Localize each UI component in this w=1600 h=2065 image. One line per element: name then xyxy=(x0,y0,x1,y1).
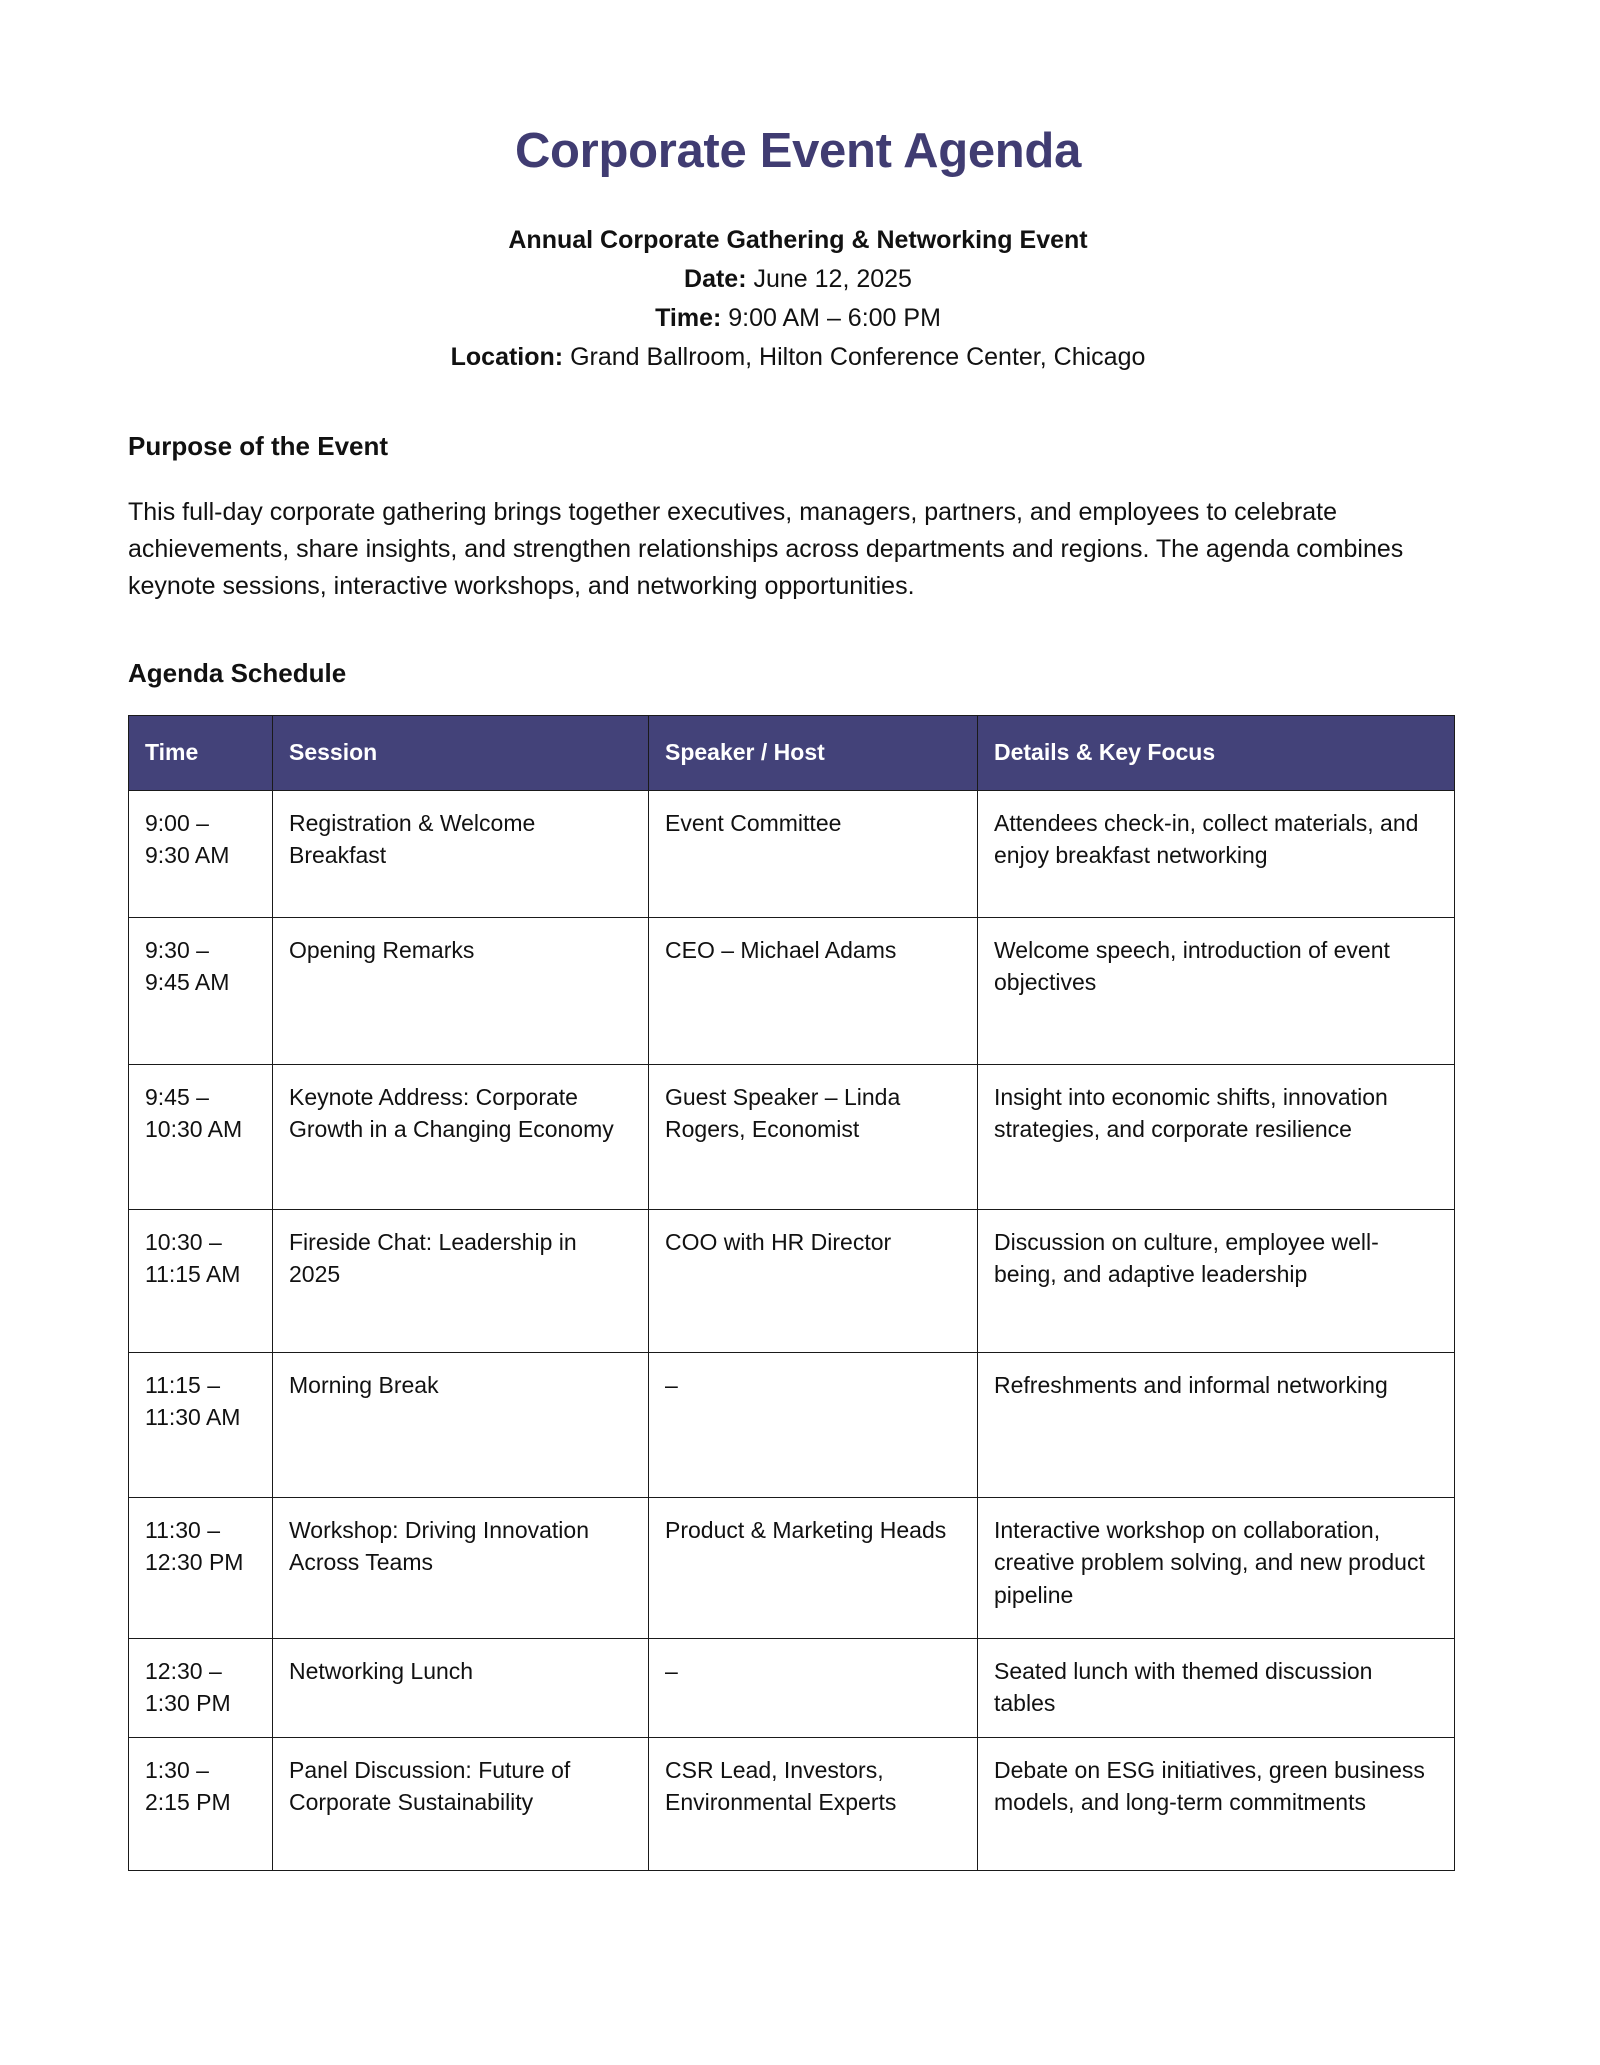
table-row xyxy=(129,1064,1455,1209)
event-location-line xyxy=(128,338,1468,377)
time-start: 9:45 – xyxy=(145,1083,209,1110)
purpose-paragraph: This full-day corporate gathering brings together executives, managers, partners, and employees to celebrate achievements, share insights, and strengthen relationships across departments and regions. The agenda combines keynote sessions, interactive workshops, and networking opportunities. xyxy=(128,498,1404,600)
cell-time xyxy=(129,1737,273,1870)
table-row xyxy=(129,1352,1455,1497)
cell-session: Morning Break xyxy=(273,1352,649,1497)
cell-speaker: CSR Lead, Investors, Environmental Experts xyxy=(649,1737,978,1870)
cell-time xyxy=(129,917,273,1064)
column-header-time: Time xyxy=(129,715,273,790)
event-date-value: June 12, 2025 xyxy=(753,265,912,294)
cell-time xyxy=(129,1064,273,1209)
cell-session: Registration & Welcome Breakfast xyxy=(273,790,649,917)
time-end: 10:30 AM xyxy=(145,1116,243,1143)
cell-speaker: – xyxy=(649,1638,978,1737)
event-location-value: Grand Ballroom, Hilton Conference Center, Chicago xyxy=(570,343,1146,372)
table-row xyxy=(129,1209,1455,1352)
time-end: 11:30 AM xyxy=(145,1404,241,1431)
event-date-label: Date: xyxy=(684,265,747,294)
event-date-line xyxy=(128,260,1468,299)
cell-time xyxy=(129,1352,273,1497)
cell-details: Interactive workshop on collaboration, creative problem solving, and new product pipeline xyxy=(978,1497,1455,1638)
event-time-label: Time: xyxy=(655,304,722,333)
cell-speaker: – xyxy=(649,1352,978,1497)
cell-session: Workshop: Driving Innovation Across Teams xyxy=(273,1497,649,1638)
table-header xyxy=(129,715,1455,790)
cell-session: Panel Discussion: Future of Corporate Sustainability xyxy=(273,1737,649,1870)
table-row xyxy=(129,1638,1455,1737)
cell-details: Refreshments and informal networking xyxy=(978,1352,1455,1497)
cell-session: Opening Remarks xyxy=(273,917,649,1064)
event-time-line xyxy=(128,299,1468,338)
event-location-label: Location: xyxy=(450,343,564,372)
time-end: 9:30 AM xyxy=(145,842,230,869)
cell-details: Insight into economic shifts, innovation strategies, and corporate resilience xyxy=(978,1064,1455,1209)
schedule-heading: Agenda Schedule xyxy=(128,657,347,688)
table-row xyxy=(129,790,1455,917)
time-start: 12:30 – xyxy=(145,1657,222,1684)
cell-session: Networking Lunch xyxy=(273,1638,649,1737)
table-body xyxy=(129,790,1455,1870)
cell-details: Debate on ESG initiatives, green business models, and long-term commitments xyxy=(978,1737,1455,1870)
time-start: 10:30 – xyxy=(145,1228,222,1255)
time-end: 1:30 PM xyxy=(145,1690,231,1717)
time-end: 11:15 AM xyxy=(145,1261,241,1288)
time-start: 9:00 – xyxy=(145,809,209,836)
cell-details: Seated lunch with themed discussion tables xyxy=(978,1638,1455,1737)
cell-speaker: Event Committee xyxy=(649,790,978,917)
page-title: Corporate Event Agenda xyxy=(514,124,1082,178)
agenda-schedule-table xyxy=(128,715,1455,1871)
time-start: 11:30 – xyxy=(145,1516,221,1543)
column-header-session: Session xyxy=(273,715,649,790)
cell-speaker: CEO – Michael Adams xyxy=(649,917,978,1064)
time-end: 9:45 AM xyxy=(145,969,230,996)
time-start: 11:15 – xyxy=(145,1371,221,1398)
time-end: 12:30 PM xyxy=(145,1549,244,1576)
event-meta-block xyxy=(128,221,1468,377)
time-start: 9:30 – xyxy=(145,936,209,963)
table-header-row xyxy=(129,715,1455,790)
table-row xyxy=(129,1497,1455,1638)
cell-speaker: COO with HR Director xyxy=(649,1209,978,1352)
time-end: 2:15 PM xyxy=(145,1789,231,1816)
cell-speaker: Product & Marketing Heads xyxy=(649,1497,978,1638)
event-time-value: 9:00 AM – 6:00 PM xyxy=(728,304,941,333)
column-header-details: Details & Key Focus xyxy=(978,715,1455,790)
cell-speaker: Guest Speaker – Linda Rogers, Economist xyxy=(649,1064,978,1209)
cell-details: Attendees check-in, collect materials, and enjoy breakfast networking xyxy=(978,790,1455,917)
cell-time xyxy=(129,1209,273,1352)
column-header-speaker: Speaker / Host xyxy=(649,715,978,790)
cell-time xyxy=(129,1638,273,1737)
cell-time xyxy=(129,1497,273,1638)
cell-session: Keynote Address: Corporate Growth in a Changing Economy xyxy=(273,1064,649,1209)
cell-session: Fireside Chat: Leadership in 2025 xyxy=(273,1209,649,1352)
cell-details: Welcome speech, introduction of event objectives xyxy=(978,917,1455,1064)
table-row xyxy=(129,1737,1455,1870)
cell-time xyxy=(129,790,273,917)
table-row xyxy=(129,917,1455,1064)
event-subtitle: Annual Corporate Gathering & Networking Event xyxy=(508,226,1088,255)
purpose-heading: Purpose of the Event xyxy=(128,431,389,462)
time-start: 1:30 – xyxy=(145,1756,209,1783)
cell-details: Discussion on culture, employee well-being, and adaptive leadership xyxy=(978,1209,1455,1352)
